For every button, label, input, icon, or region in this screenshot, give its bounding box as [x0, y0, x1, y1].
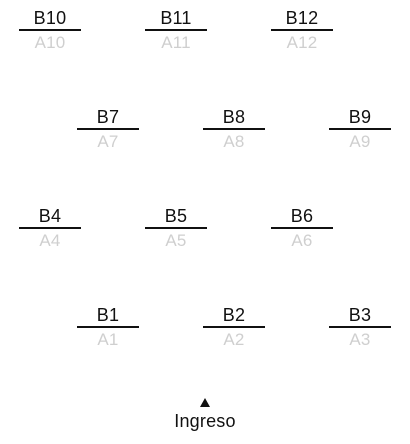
up-triangle-arrow-icon	[200, 398, 210, 407]
seat-label-lower: A4	[39, 231, 61, 250]
seat-label-upper: B7	[77, 107, 139, 130]
seat-b2-a2[interactable]	[203, 305, 265, 350]
seat-label-lower: A7	[97, 132, 119, 151]
seat-label-upper: B3	[329, 305, 391, 328]
seat-b5-a5[interactable]	[145, 206, 207, 251]
seat-label-lower: A10	[34, 33, 66, 52]
seat-b1-a1[interactable]	[77, 305, 139, 350]
seat-label-lower: A3	[349, 330, 371, 349]
seat-b12-a12[interactable]	[271, 8, 333, 53]
seat-label-lower: A6	[291, 231, 313, 250]
seat-b8-a8[interactable]	[203, 107, 265, 152]
seat-label-upper: B1	[77, 305, 139, 328]
seat-label-lower: A9	[349, 132, 371, 151]
seat-label-lower: A5	[165, 231, 187, 250]
seat-label-lower: A12	[286, 33, 318, 52]
entrance-marker	[155, 398, 255, 432]
seat-label-upper: B11	[145, 8, 207, 31]
seat-label-upper: B8	[203, 107, 265, 130]
seat-label-upper: B4	[19, 206, 81, 229]
seat-label-upper: B6	[271, 206, 333, 229]
seat-label-upper: B9	[329, 107, 391, 130]
seat-label-upper: B2	[203, 305, 265, 328]
seat-b9-a9[interactable]	[329, 107, 391, 152]
seat-b6-a6[interactable]	[271, 206, 333, 251]
seat-label-upper: B5	[145, 206, 207, 229]
seat-b10-a10[interactable]	[19, 8, 81, 53]
seat-label-upper: B10	[19, 8, 81, 31]
seat-label-lower: A11	[161, 33, 191, 52]
seat-b4-a4[interactable]	[19, 206, 81, 251]
seat-label-upper: B12	[271, 8, 333, 31]
seat-b3-a3[interactable]	[329, 305, 391, 350]
seat-b7-a7[interactable]	[77, 107, 139, 152]
seat-label-lower: A2	[223, 330, 245, 349]
entrance-label: Ingreso	[174, 411, 236, 431]
seat-label-lower: A1	[97, 330, 119, 349]
seat-label-lower: A8	[223, 132, 245, 151]
seat-b11-a11[interactable]	[145, 8, 207, 53]
